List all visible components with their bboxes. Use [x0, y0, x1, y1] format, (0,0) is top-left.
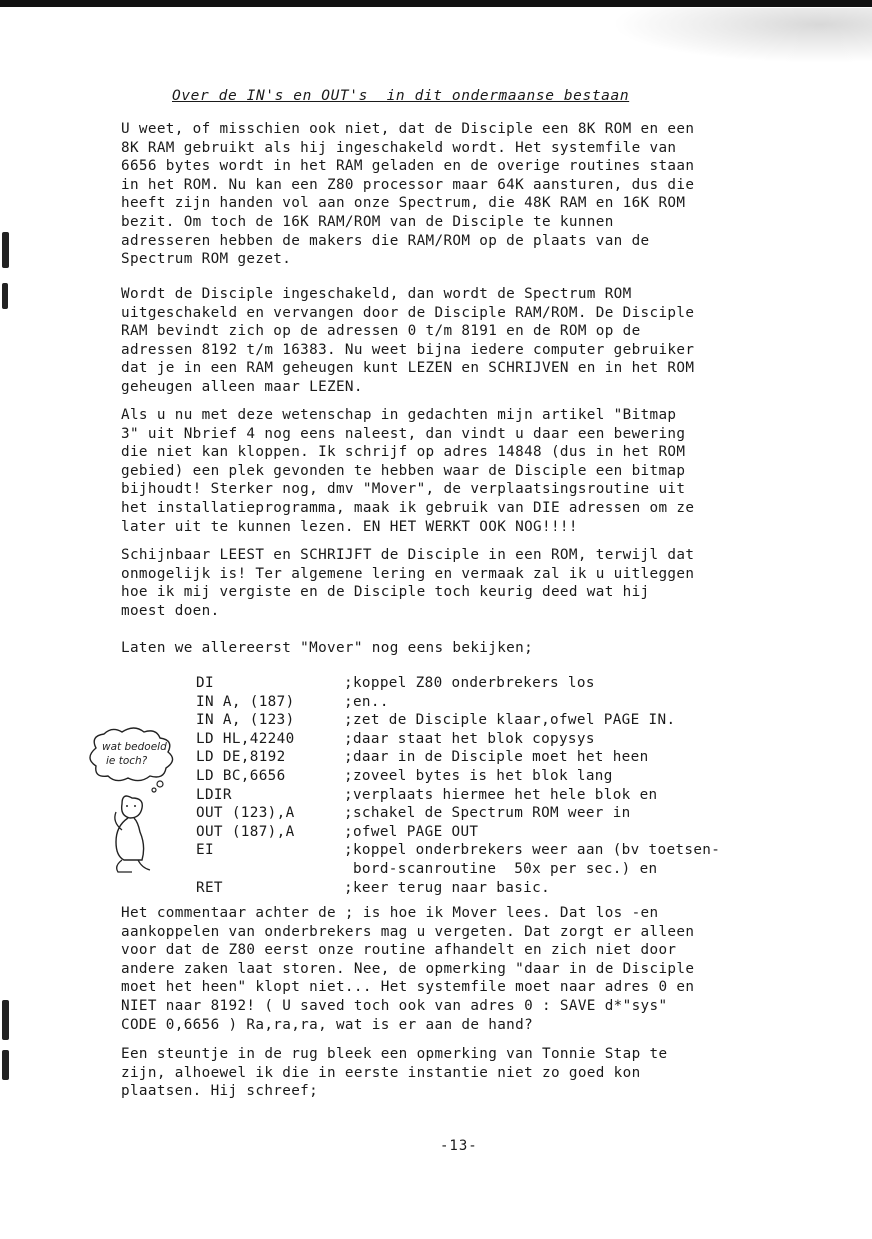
code-comment: ;zoveel bytes is het blok lang: [344, 767, 613, 784]
paragraph-rom-write: Schijnbaar LEEST en SCHRIJFT de Disciple in een ROM, terwijl dat onmogelijk is! Ter algemene lering en vermaak zal ik u uitleggen hoe ik mij vergiste en de Disciple toch keurig deed wat hij moest doen.: [121, 547, 695, 619]
binder-hole-mark: [2, 1050, 9, 1080]
code-instruction: LD BC,6656: [196, 767, 286, 784]
code-instruction: LD HL,42240: [196, 730, 295, 747]
code-comment: ;ofwel PAGE OUT: [344, 823, 479, 840]
paragraph-bitmap: Als u nu met deze wetenschap in gedachten mijn artikel "Bitmap 3" uit Nbrief 4 nog eens naleest, dan vindt u daar een bewering die niet kan kloppen. Ik schrijf op adres 14848 (dus in het ROM gebied) een plek gevonden te hebben waar de Disciple een bitmap bijhoudt! Sterker nog, dmv "Mover", de verplaatsingsroutine uit het installatieprogramma, maak ik gebruik van DIE adressen om ze later uit te kunnen lezen. EN HET WERKT OOK NOG!!!!: [121, 407, 695, 535]
code-comment: ;daar in de Disciple moet het heen: [344, 749, 649, 766]
thinking-figure-cartoon: [82, 726, 202, 876]
paragraph-commentary: Het commentaar achter de ; is hoe ik Mover lees. Dat los -en aankoppelen van onderbrekers mag u vergeten. Dat zorgt er alleen voor dat de Z80 eerst onze routine afhandelt en zich niet door andere zaken laat storen. Nee, de opmerking "daar in de Disciple moet het heen" klopt niet... Het systemfile moet naar adres 0 en NIET naar 8192! ( U saved toch ook van adres 0 : SAVE d*"sys" CODE 0,6656 ) Ra,ra,ra, wat is er aan de hand?: [121, 905, 695, 1033]
article-title: Over de IN's en OUT's in dit ondermaanse bestaan: [172, 88, 630, 104]
code-instruction: OUT (123),A: [196, 805, 295, 822]
code-instruction: LD DE,8192: [196, 749, 286, 766]
paragraph-switching: Wordt de Disciple ingeschakeld, dan wordt de Spectrum ROM uitgeschakeld en vervangen door de Disciple RAM/ROM. De Disciple RAM bevindt zich op de adressen 0 t/m 8191 en de ROM op de adressen 8192 t/m 16383. Nu weet bijna iedere computer gebruiker dat je in een RAM geheugen kunt LEZEN en SCHRIJVEN en in het ROM geheugen alleen maar LEZEN.: [121, 286, 695, 395]
code-comment: ;koppel onderbrekers weer aan (bv toetsen-: [344, 842, 721, 859]
code-comment: ;zet de Disciple klaar,ofwel PAGE IN.: [344, 712, 676, 729]
figure-feet: [117, 860, 150, 872]
binder-hole-mark: [2, 232, 9, 268]
thought-bubble-dot: [152, 788, 156, 792]
code-comment: ;daar staat het blok copysys: [344, 730, 595, 747]
paragraph-intro: U weet, of misschien ook niet, dat de Disciple een 8K ROM en een 8K RAM gebruikt als hij ingeschakeld wordt. Het systemfile van 6656 bytes wordt in het RAM geladen en de overige routines staan in het ROM. Nu kan een Z80 processor maar 64K aansturen, dus die heeft zijn handen vol aan onze Spectrum, die 48K RAM en 16K ROM bezit. Om toch de 16K RAM/ROM van de Disciple te kunnen adresseren hebben de makers die RAM/ROM op de plaats van de Spectrum ROM gezet.: [121, 121, 695, 268]
figure-arm: [115, 812, 122, 830]
thought-bubble-dot: [157, 781, 163, 787]
code-instruction: EI: [196, 842, 214, 859]
binder-hole-mark: [2, 1000, 9, 1040]
binder-hole-mark: [2, 283, 8, 309]
speech-text-line1: wat bedoeld: [102, 741, 167, 753]
code-instruction: DI: [196, 675, 214, 691]
paragraph-tonnie-stap: Een steuntje in de rug bleek een opmerking van Tonnie Stap te zijn, alhoewel ik die in eerste instantie niet zo goed kon plaatsen. Hij schreef;: [121, 1046, 668, 1100]
page-number: -13-: [440, 1138, 478, 1154]
code-instruction: LDIR: [196, 786, 232, 803]
code-instruction: RET: [196, 879, 223, 896]
code-instruction: IN A, (123): [196, 712, 295, 729]
figure-head: [122, 796, 143, 818]
code-comment: ;verplaats hiermee het hele blok en: [344, 786, 658, 803]
code-comment: bord-scanroutine 50x per sec.) en: [344, 860, 658, 877]
code-comment: ;koppel Z80 onderbrekers los: [344, 675, 595, 691]
speech-text-line2: ie toch?: [106, 755, 148, 767]
scan-smudge: [612, 8, 872, 63]
paragraph-mover-intro: Laten we allereerst "Mover" nog eens bekijken;: [121, 640, 534, 656]
code-comment: ;schakel de Spectrum ROM weer in: [344, 805, 631, 822]
code-instruction: OUT (187),A: [196, 823, 295, 840]
code-comment: ;keer terug naar basic.: [344, 879, 551, 896]
code-comment: ;en..: [344, 693, 389, 710]
code-instruction: IN A, (187): [196, 693, 295, 710]
figure-body: [116, 818, 144, 860]
scan-top-border: [0, 0, 872, 7]
